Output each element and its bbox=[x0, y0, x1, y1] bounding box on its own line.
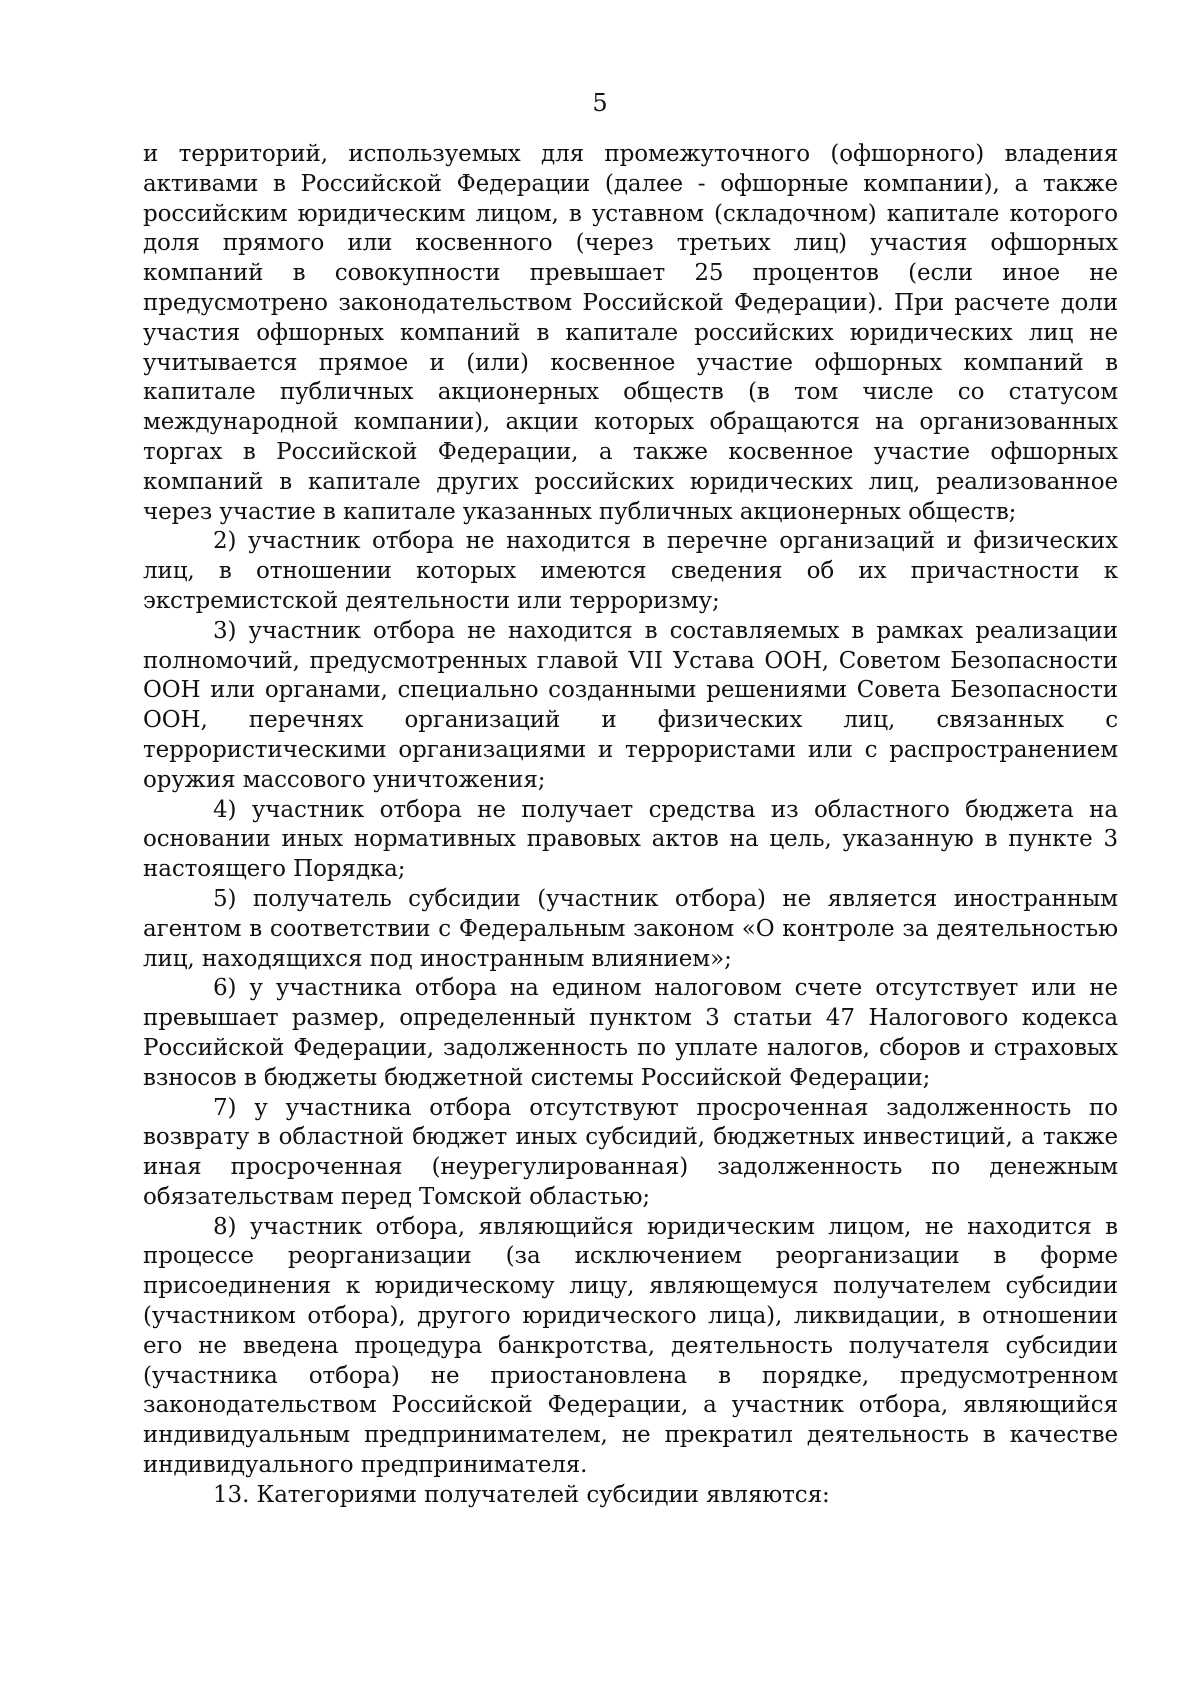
paragraph-continuation: и территорий, используемых для промежуточного (офшорного) владения активами в Российской Федерации (далее - офшорные компании), а также российским юридическим лицом, в уставном (складочном) капитале которого доля прямого или косвенного (через третьих лиц) участия офшорных компаний в совокупности превышает 25 процентов (если иное не предусмотрено законодательством Российской Федерации). При расчете доли участия офшорных компаний в капитале российских юридических лиц не учитывается прямое и (или) косвенное участие офшорных компаний в капитале публичных акционерных обществ (в том числе со статусом международной компании), акции которых обращаются на организованных торгах в Российской Федерации, а также косвенное участие офшорных компаний в капитале других российских юридических лиц, реализованное через участие в капитале указанных публичных акционерных обществ; bbox=[143, 141, 1118, 525]
paragraph-item-4: 4) участник отбора не получает средства из областного бюджета на основании иных нормативных правовых актов на цель, указанную в пункте 3 настоящего Порядка; bbox=[143, 796, 1118, 883]
document-body bbox=[143, 140, 1118, 1511]
paragraph-item-2: 2) участник отбора не находится в перечне организаций и физических лиц, в отношении которых имеются сведения об их причастности к экстремистской деятельности или терроризму; bbox=[143, 528, 1118, 614]
paragraph-item-5: 5) получатель субсидии (участник отбора) не является иностранным агентом в соответствии с Федеральным законом «О контроле за деятельностью лиц, находящихся под иностранным влиянием»; bbox=[143, 885, 1118, 972]
paragraph-item-3: 3) участник отбора не находится в составляемых в рамках реализации полномочий, предусмотренных главой VII Устава ООН, Советом Безопасности ООН или органами, специально созданными решениями Совета Безопасности ООН, перечнях организаций и физических лиц, связанных с террористическими организациями и террористами или с распространением оружия массового уничтожения; bbox=[143, 617, 1118, 793]
paragraph-item-6: 6) у участника отбора на едином налоговом счете отсутствует или не превышает размер, определенный пунктом 3 статьи 47 Налогового кодекса Российской Федерации, задолженность по уплате налогов, сборов и страховых взносов в бюджеты бюджетной системы Российской Федерации; bbox=[143, 975, 1118, 1091]
page-number: 5 bbox=[592, 89, 608, 117]
paragraph-item-8: 8) участник отбора, являющийся юридическим лицом, не находится в процессе реорганизации (за исключением реорганизации в форме присоединения к юридическому лицу, являющемуся получателем субсидии (участником отбора), другого юридического лица), ликвидации, в отношении его не введена процедура банкротства, деятельность получателя субсидии (участника отбора) не приостановлена в порядке, предусмотренном законодательством Российской Федерации, а участник отбора, являющийся индивидуальным предпринимателем, не прекратил деятельность в качестве индивидуального предпринимателя. bbox=[143, 1213, 1118, 1479]
paragraph-item-7: 7) у участника отбора отсутствуют просроченная задолженность по возврату в областной бюджет иных субсидий, бюджетных инвестиций, а также иная просроченная (неурегулированная) задолженность по денежным обязательствам перед Томской областью; bbox=[143, 1094, 1118, 1210]
paragraph-section-13: 13. Категориями получателей субсидии являются: bbox=[213, 1481, 830, 1508]
